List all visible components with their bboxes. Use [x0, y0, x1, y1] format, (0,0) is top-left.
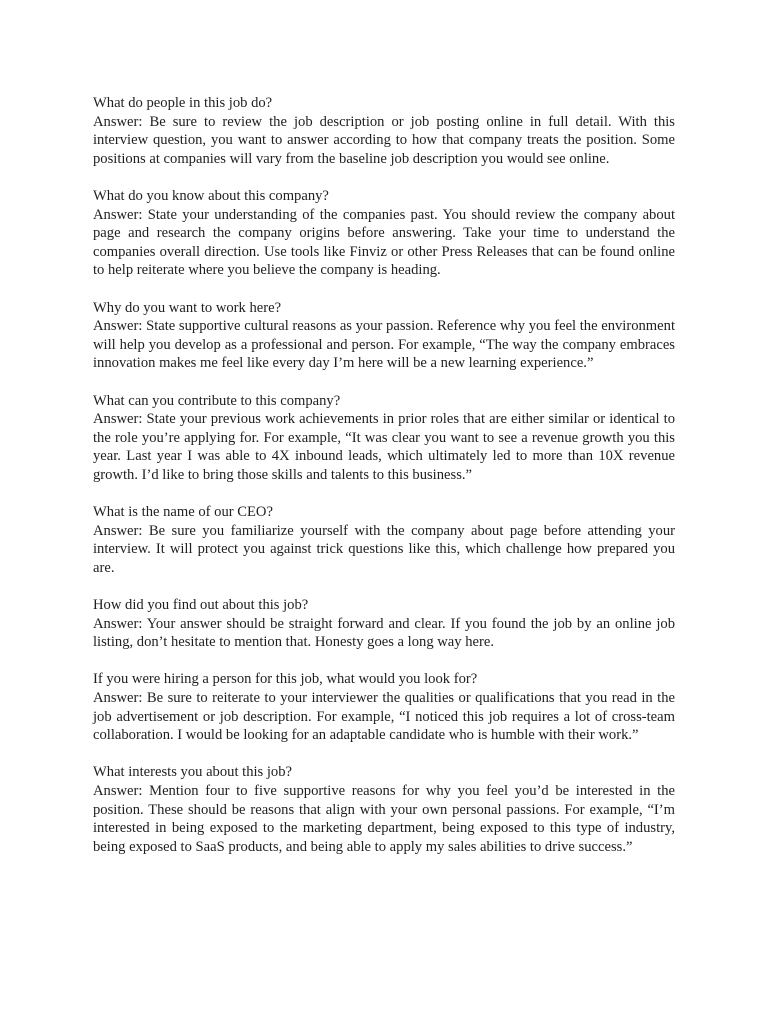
- qa-block: [93, 763, 675, 856]
- answer-text: Answer: State supportive cultural reasons as your passion. Reference why you feel the environment will help you develop as a professional and person. For example, “The way the company embraces innovation makes me feel like every day I’m here will be a new learning experience.”: [93, 318, 675, 372]
- answer-text: Answer: Your answer should be straight forward and clear. If you found the job by an online job listing, don’t hesitate to mention that. Honesty goes a long way here.: [93, 615, 675, 651]
- question-text: What do you know about this company?: [93, 187, 329, 204]
- qa-block: [93, 187, 675, 280]
- question-text: What interests you about this job?: [93, 764, 293, 781]
- question-text: What do people in this job do?: [93, 95, 273, 111]
- qa-block: [93, 299, 675, 373]
- qa-block: [93, 596, 675, 652]
- answer-text: Answer: Mention four to five supportive reasons for why you feel you’d be interested in the position. These should be reasons that align with your own personal passions. For example, “I’m interested in being exposed to the marketing department, being exposed to this type of industry, being exposed to SaaS products, and being able to apply my sales abilities to drive success.”: [93, 782, 675, 855]
- answer-text: Answer: Be sure to reiterate to your interviewer the qualities or qualifications that you read in the job advertisement or job description. For example, “I noticed this job requires a lot of cross-team collaboration. I would be looking for an adaptable candidate who is humble with their work.”: [93, 690, 675, 744]
- answer-text: Answer: State your previous work achievements in prior roles that are either similar or identical to the role you’re applying for. For example, “It was clear you want to see a revenue growth you this year. Last year I was able to 4X inbound leads, which ultimately led to more than 10X revenue growth. I’d like to bring those skills and talents to this business.”: [93, 411, 675, 483]
- document-page: [93, 94, 675, 875]
- qa-block: [93, 392, 675, 485]
- qa-block: [93, 503, 675, 577]
- question-text: Why do you want to work here?: [93, 299, 282, 316]
- question-text: What is the name of our CEO?: [93, 504, 273, 521]
- qa-block: [93, 94, 675, 168]
- answer-text: Answer: State your understanding of the companies past. You should review the company about page and research the company origins before answering. Take your time to understand the companies overall direction. Use tools like Finviz or other Press Releases that can be found online to help reiterate where you believe the company is heading.: [93, 206, 675, 279]
- question-text: How did you find out about this job?: [93, 597, 309, 614]
- answer-text: Answer: Be sure to review the job description or job posting online in full detail. With this interview question, you want to answer according to how that company treats the position. Some positions at companies will vary from the baseline job description you would see online.: [93, 113, 675, 167]
- question-text: If you were hiring a person for this job, what would you look for?: [93, 671, 478, 688]
- answer-text: Answer: Be sure you familiarize yourself with the company about page before attending your interview. It will protect you against trick questions like this, which challenge how prepared you are.: [93, 522, 675, 576]
- question-text: What can you contribute to this company?: [93, 392, 341, 409]
- qa-block: [93, 670, 675, 744]
